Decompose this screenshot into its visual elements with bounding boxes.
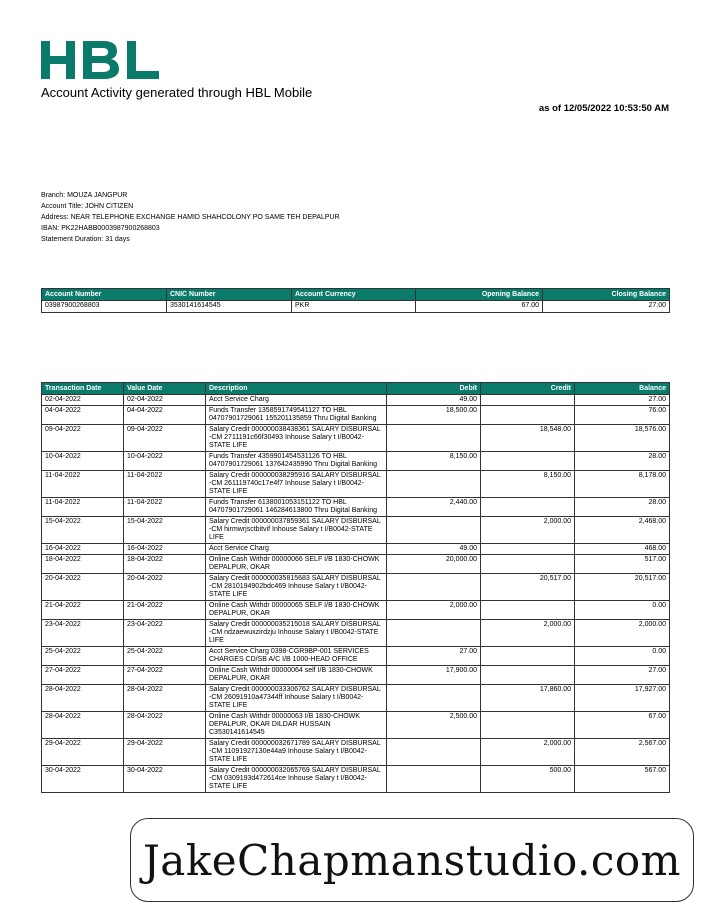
credit-cell [481,498,575,517]
transaction-date-cell: 30-04-2022 [42,766,124,793]
value-date-cell: 28-04-2022 [124,685,206,712]
table-row [42,620,670,647]
transaction-date-cell: 25-04-2022 [42,647,124,666]
value-date-cell: 11-04-2022 [124,498,206,517]
description-cell: Salary Credit 000000033306762 SALARY DISBURSAL -CM 26091910a47344ff Inhouse Salary t I/B0042-STATE LIFE [206,685,387,712]
table-row [42,555,670,574]
description-cell: Salary Credit 000000032065769 SALARY DISBURSAL -CM 0309193d472614ce Inhouse Salary t I/B0042-STATE LIFE [206,766,387,793]
debit-cell [387,425,481,452]
value-date-cell: 02-04-2022 [124,395,206,406]
value-date-cell: 29-04-2022 [124,739,206,766]
debit-cell [387,471,481,498]
credit-cell [481,601,575,620]
balance-cell: 27.00 [575,666,670,685]
value-date-cell: 23-04-2022 [124,620,206,647]
debit-cell: 8,150.00 [387,452,481,471]
debit-cell: 49.00 [387,544,481,555]
credit-cell: 8,150.00 [481,471,575,498]
col-balance: Balance [575,383,670,395]
value-date-cell: 28-04-2022 [124,712,206,739]
balance-cell: 567.00 [575,766,670,793]
col-closing-balance: Closing Balance [543,289,670,301]
table-row [42,544,670,555]
credit-cell [481,712,575,739]
value-date-cell: 20-04-2022 [124,574,206,601]
balance-cell: 468.00 [575,544,670,555]
watermark-text: JakeChapmanstudio.com [142,835,682,885]
balance-cell: 0.00 [575,601,670,620]
transaction-date-cell: 11-04-2022 [42,498,124,517]
debit-cell: 20,000.00 [387,555,481,574]
table-row [42,498,670,517]
debit-cell: 18,500.00 [387,406,481,425]
balance-cell: 67.00 [575,712,670,739]
closing-balance: 27.00 [543,301,670,313]
credit-cell [481,544,575,555]
account-info [41,190,340,245]
description-cell: Online Cash Withdr 00000063 I/B 1830-CHOWK DEPALPUR, OKAR DILDAR HUSSAIN C3530141614545 [206,712,387,739]
balance-cell: 2,567.00 [575,739,670,766]
table-row [42,395,670,406]
balance-cell: 76.00 [575,406,670,425]
iban-line: IBAN: PK22HABB0003987900268803 [41,225,160,232]
debit-cell: 27.00 [387,647,481,666]
transaction-date-cell: 16-04-2022 [42,544,124,555]
table-row [42,574,670,601]
credit-cell: 20,517.00 [481,574,575,601]
value-date-cell: 18-04-2022 [124,555,206,574]
balance-cell: 18,576.00 [575,425,670,452]
col-cnic-number: CNIC Number [167,289,292,301]
address-line: Address: NEAR TELEPHONE EXCHANGE HAMID SHAHCOLONY PO SAME TEH DEPALPUR [41,214,340,221]
table-row [42,647,670,666]
value-date-cell: 21-04-2022 [124,601,206,620]
credit-cell: 500.00 [481,766,575,793]
credit-cell [481,666,575,685]
credit-cell: 2,000.00 [481,620,575,647]
description-cell: Salary Credit 000000037859361 SALARY DISBURSAL -CM hirmwrjsctbitvif Inhouse Salary t I/B0042-STATE LIFE [206,517,387,544]
balance-cell: 17,927.00 [575,685,670,712]
balance-cell: 0.00 [575,647,670,666]
account-number: 03987900268803 [42,301,167,313]
description-cell: Online Cash Withdr 00000065 SELF I/B 1830-CHOWK DEPALPUR, OKAR [206,601,387,620]
table-row [42,452,670,471]
balance-cell: 20,517.00 [575,574,670,601]
transaction-date-cell: 02-04-2022 [42,395,124,406]
debit-cell: 49.00 [387,395,481,406]
transactions-header-row [42,383,670,395]
col-account-number: Account Number [42,289,167,301]
account-header-row [42,289,670,301]
transaction-date-cell: 21-04-2022 [42,601,124,620]
balance-cell: 27.00 [575,395,670,406]
balance-cell: 28.00 [575,498,670,517]
debit-cell [387,766,481,793]
transaction-date-cell: 18-04-2022 [42,555,124,574]
credit-cell: 18,548.00 [481,425,575,452]
cnic-number: 3530141614545 [167,301,292,313]
value-date-cell: 16-04-2022 [124,544,206,555]
statement-timestamp: as of 12/05/2022 10:53:50 AM [538,103,669,114]
opening-balance: 67.00 [416,301,543,313]
description-cell: Funds Transfer 6138001053151122 TO HBL 04707901729061 146284613800 Thru Digital Banking [206,498,387,517]
col-credit: Credit [481,383,575,395]
table-row [42,471,670,498]
debit-cell [387,620,481,647]
value-date-cell: 27-04-2022 [124,666,206,685]
transaction-date-cell: 15-04-2022 [42,517,124,544]
duration-line: Statement Duration: 31 days [41,236,130,243]
credit-cell: 2,000.00 [481,739,575,766]
balance-cell: 28.00 [575,452,670,471]
hbl-logo [41,41,161,79]
description-cell: Funds Transfer 4359901454531126 TO HBL 04707901729061 137642435990 Thru Digital Banking [206,452,387,471]
value-date-cell: 09-04-2022 [124,425,206,452]
debit-cell [387,574,481,601]
transaction-date-cell: 27-04-2022 [42,666,124,685]
branch-line: Branch: MOUZA JANGPUR [41,192,128,199]
transaction-date-cell: 20-04-2022 [42,574,124,601]
page-title: Account Activity generated through HBL Mobile [41,85,313,100]
table-row [42,666,670,685]
debit-cell [387,685,481,712]
value-date-cell: 30-04-2022 [124,766,206,793]
transaction-date-cell: 09-04-2022 [42,425,124,452]
watermark-banner [130,818,694,902]
description-cell: Acct Service Charg 0398-CGR9BP-001 SERVICES CHARGES CD/SB A/C I/B 1000-HEAD OFFICE [206,647,387,666]
value-date-cell: 11-04-2022 [124,471,206,498]
transaction-date-cell: 11-04-2022 [42,471,124,498]
transaction-date-cell: 29-04-2022 [42,739,124,766]
description-cell: Online Cash Withdr 00000064 self I/B 1830-CHOWK DEPALPUR, OKAR [206,666,387,685]
table-row [42,766,670,793]
table-row [42,406,670,425]
transaction-date-cell: 04-04-2022 [42,406,124,425]
transaction-date-cell: 10-04-2022 [42,452,124,471]
account-currency: PKR [292,301,416,313]
credit-cell: 17,860.00 [481,685,575,712]
transaction-date-cell: 28-04-2022 [42,712,124,739]
table-row [42,425,670,452]
credit-cell [481,406,575,425]
table-row [42,712,670,739]
debit-cell: 17,900.00 [387,666,481,685]
balance-cell: 2,468.00 [575,517,670,544]
account-title-line: Account Title: JOHN CITIZEN [41,203,134,210]
value-date-cell: 15-04-2022 [124,517,206,544]
table-row [42,685,670,712]
description-cell: Online Cash Withdr 00000066 SELF I/B 1830-CHOWK DEPALPUR, OKAR [206,555,387,574]
credit-cell: 2,000.00 [481,517,575,544]
description-cell: Salary Credit 000000032671789 SALARY DISBURSAL -CM 11091927130e44a9 Inhouse Salary t I/B0042-STATE LIFE [206,739,387,766]
col-opening-balance: Opening Balance [416,289,543,301]
value-date-cell: 10-04-2022 [124,452,206,471]
col-transaction-date: Transaction Date [42,383,124,395]
debit-cell [387,517,481,544]
credit-cell [481,647,575,666]
credit-cell [481,395,575,406]
debit-cell [387,739,481,766]
balance-cell: 8,178.00 [575,471,670,498]
table-row [42,517,670,544]
balance-cell: 2,000.00 [575,620,670,647]
table-row [42,601,670,620]
debit-cell: 2,000.00 [387,601,481,620]
account-row [42,301,670,313]
description-cell: Salary Credit 000000038295916 SALARY DISBURSAL -CM 261119740c17e4f7 Inhouse Salary t I/B0042-STATE LIFE [206,471,387,498]
value-date-cell: 25-04-2022 [124,647,206,666]
transactions-table [41,382,670,793]
col-value-date: Value Date [124,383,206,395]
credit-cell [481,555,575,574]
debit-cell: 2,500.00 [387,712,481,739]
credit-cell [481,452,575,471]
description-cell: Acct Service Charg [206,544,387,555]
balance-cell: 517.00 [575,555,670,574]
transaction-date-cell: 28-04-2022 [42,685,124,712]
description-cell: Acct Service Charg [206,395,387,406]
description-cell: Salary Credit 000000035215018 SALARY DISBURSAL -CM ndzaewuxzirdzju Inhouse Salary t I/B0042-STATE LIFE [206,620,387,647]
description-cell: Salary Credit 000000035815683 SALARY DISBURSAL -CM 2810194902bdc469 Inhouse Salary t I/B0042-STATE LIFE [206,574,387,601]
col-account-currency: Account Currency [292,289,416,301]
value-date-cell: 04-04-2022 [124,406,206,425]
account-summary-table [41,288,670,313]
description-cell: Funds Transfer 1358591749541127 TO HBL 04707901729061 155201135859 Thru Digital Banking [206,406,387,425]
debit-cell: 2,440.00 [387,498,481,517]
transaction-date-cell: 23-04-2022 [42,620,124,647]
col-description: Description [206,383,387,395]
table-row [42,739,670,766]
description-cell: Salary Credit 000000038438361 SALARY DISBURSAL -CM 2711191c66f30493 Inhouse Salary t I/B0042-STATE LIFE [206,425,387,452]
col-debit: Debit [387,383,481,395]
